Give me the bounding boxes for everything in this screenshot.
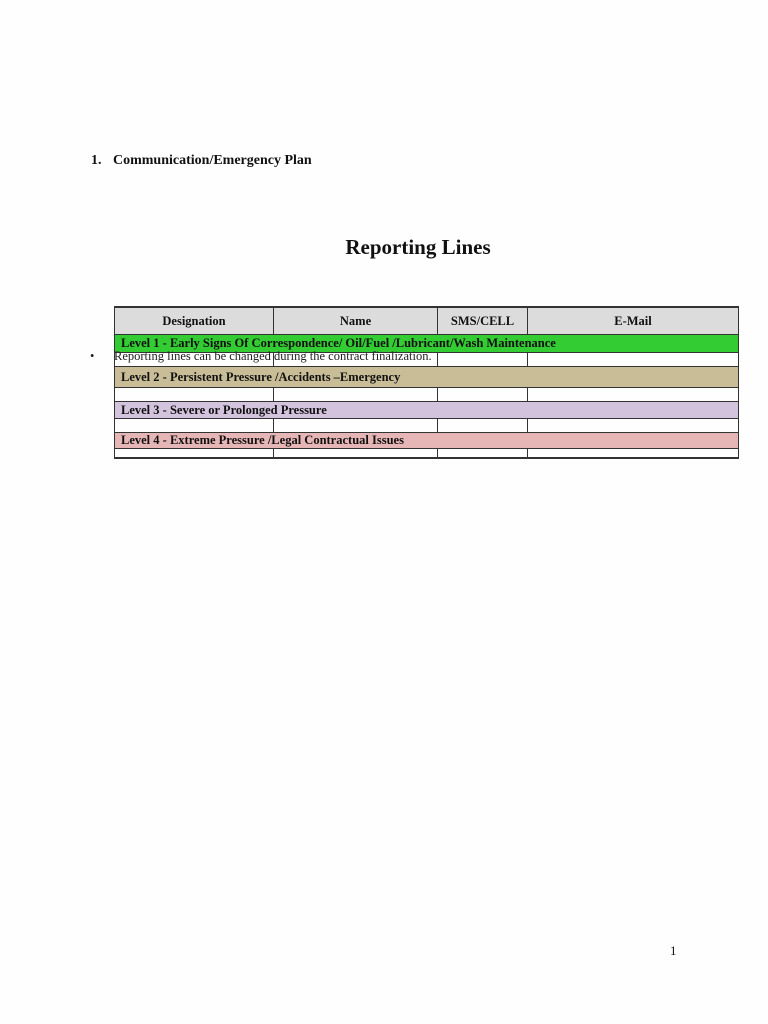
table-row (115, 388, 739, 402)
level-3-row (115, 402, 739, 419)
sms-cell (438, 419, 528, 433)
designation-cell (115, 449, 274, 459)
level-1-label: Level 1 - Early Signs Of Correspondence/ Oil/Fuel /Lubricant/Wash Maintenance (115, 335, 739, 353)
sms-cell (438, 353, 528, 367)
email-cell (528, 388, 739, 402)
header-designation: Designation (115, 307, 274, 335)
email-cell (528, 449, 739, 459)
sms-cell (438, 388, 528, 402)
email-cell (528, 353, 739, 367)
email-cell (528, 419, 739, 433)
page-number: 1 (670, 943, 677, 958)
bullet-icon: • (90, 349, 95, 363)
level-2-row (115, 367, 739, 388)
page-title: Reporting Lines (345, 235, 491, 259)
sms-cell (438, 449, 528, 459)
header-name: Name (274, 307, 438, 335)
level-4-row (115, 433, 739, 449)
header-email: E-Mail (528, 307, 739, 335)
designation-cell (115, 388, 274, 402)
table-row (115, 419, 739, 433)
name-cell (274, 388, 438, 402)
reporting-lines-table (114, 306, 739, 459)
header-sms-cell: SMS/CELL (438, 307, 528, 335)
level-4-label: Level 4 - Extreme Pressure /Legal Contractual Issues (115, 433, 739, 449)
level-3-label: Level 3 - Severe or Prolonged Pressure (115, 402, 739, 419)
level-2-label: Level 2 - Persistent Pressure /Accidents –Emergency (115, 367, 739, 388)
table-row (115, 449, 739, 459)
bullet-note-text: Reporting lines can be changed during the contract finalization. (114, 349, 432, 363)
section-heading-text: Communication/Emergency Plan (113, 153, 312, 168)
name-cell (274, 419, 438, 433)
designation-cell (115, 419, 274, 433)
section-heading (91, 153, 312, 169)
bullet-note (90, 349, 432, 364)
table-header-row (115, 307, 739, 335)
name-cell (274, 449, 438, 459)
section-number: 1. (91, 153, 102, 168)
